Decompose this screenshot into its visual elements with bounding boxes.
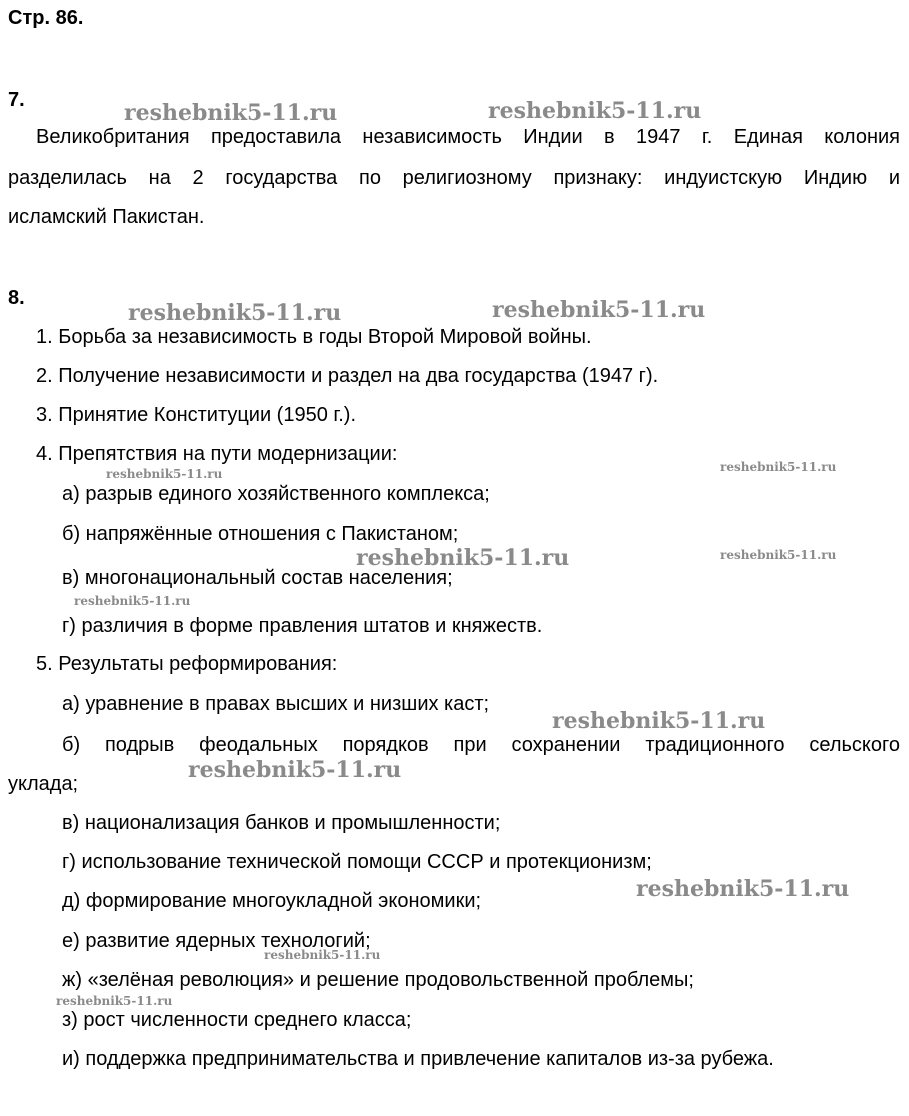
- watermark: reshebnik5-11.ru: [264, 948, 381, 962]
- task-7-number: 7.: [8, 89, 25, 111]
- list-item: 2. Получение независимости и раздел на два государства (1947 г).: [36, 365, 659, 387]
- result-item: б) подрыв феодальных порядков при сохранении традиционного сельского: [62, 734, 900, 756]
- result-item: а) уравнение в правах высших и низших каст;: [62, 693, 490, 715]
- task-7-line-1: Великобритания предоставила независимость Индии в 1947 г. Единая колония: [36, 126, 900, 148]
- results-title: 5. Результаты реформирования:: [36, 653, 338, 675]
- watermark: reshebnik5-11.ru: [552, 708, 766, 734]
- result-item: ж) «зелёная революция» и решение продовольственной проблемы;: [62, 969, 694, 991]
- task-7-line-2: разделилась на 2 государства по религиозному признаку: индуистскую Индию и: [8, 167, 900, 189]
- obstacle-item: г) различия в форме правления штатов и княжеств.: [62, 615, 543, 637]
- result-item: з) рост численности среднего класса;: [62, 1009, 412, 1031]
- obstacle-item: в) многонациональный состав населения;: [62, 567, 453, 589]
- watermark: reshebnik5-11.ru: [106, 467, 223, 481]
- obstacle-item: а) разрыв единого хозяйственного комплекса;: [62, 483, 490, 505]
- watermark: reshebnik5-11.ru: [124, 100, 338, 126]
- watermark: reshebnik5-11.ru: [128, 300, 342, 326]
- watermark: reshebnik5-11.ru: [188, 757, 402, 783]
- result-item: в) национализация банков и промышленности;: [62, 812, 501, 834]
- list-item: 3. Принятие Конституции (1950 г.).: [36, 404, 357, 426]
- watermark: reshebnik5-11.ru: [492, 297, 706, 323]
- list-item: 1. Борьба за независимость в годы Второй Мировой войны.: [36, 326, 592, 348]
- result-item: уклада;: [8, 773, 79, 795]
- watermark: reshebnik5-11.ru: [720, 460, 837, 474]
- task-8-number: 8.: [8, 287, 25, 309]
- result-item: и) поддержка предпринимательства и привлечение капиталов из-за рубежа.: [62, 1048, 774, 1070]
- watermark: reshebnik5-11.ru: [56, 994, 173, 1008]
- watermark: reshebnik5-11.ru: [356, 545, 570, 571]
- obstacle-item: б) напряжённые отношения с Пакистаном;: [62, 523, 459, 545]
- result-item: е) развитие ядерных технологий;: [62, 930, 371, 952]
- page-header: Стр. 86.: [8, 7, 84, 29]
- watermark: reshebnik5-11.ru: [636, 876, 850, 902]
- watermark: reshebnik5-11.ru: [488, 98, 702, 124]
- result-item: г) использование технической помощи СССР и протекционизм;: [62, 851, 652, 873]
- result-item: д) формирование многоукладной экономики;: [62, 890, 482, 912]
- watermark: reshebnik5-11.ru: [74, 594, 191, 608]
- list-item: 4. Препятствия на пути модернизации:: [36, 443, 398, 465]
- watermark: reshebnik5-11.ru: [720, 548, 837, 562]
- task-7-line-3: исламский Пакистан.: [8, 206, 205, 228]
